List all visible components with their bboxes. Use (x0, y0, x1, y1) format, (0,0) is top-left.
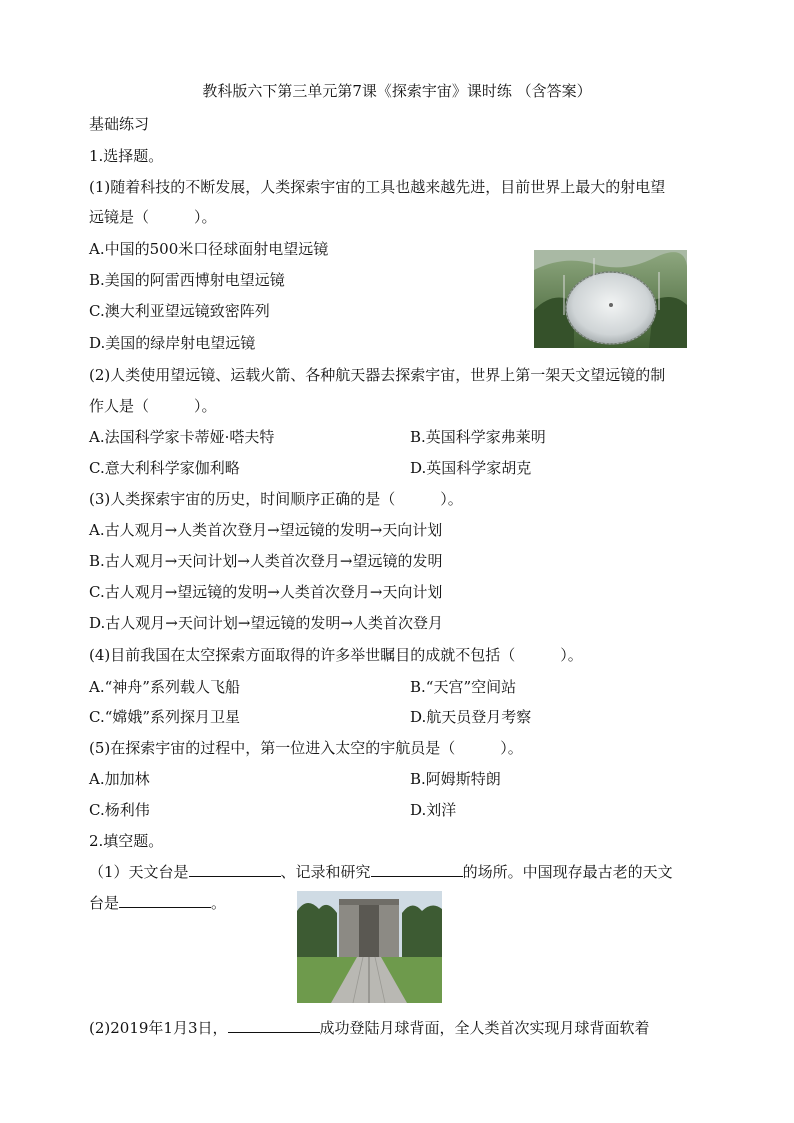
q2-2-line1 (89, 1018, 650, 1038)
q1-1-option-c: C.澳大利亚望远镜致密阵列 (89, 302, 270, 320)
q2-1-line2 (89, 893, 226, 913)
q1-2-option-b: B.英国科学家弗莱明 (410, 428, 546, 446)
q1-4-stem: (4)目前我国在太空探索方面取得的许多举世瞩目的成就不包括（ ）。 (89, 646, 583, 664)
q1-3-option-c: C.古人观月→望远镜的发明→人类首次登月→天向计划 (89, 583, 443, 601)
q2-1-text-2: 、记录和研究 (280, 863, 371, 881)
q1-4-option-c: C.“嫦娥”系列探月卫星 (89, 708, 241, 726)
q1-4-option-a: A.“神舟”系列载人飞船 (89, 678, 240, 696)
q2-1-text-1: （1）天文台是 (89, 863, 189, 881)
section-heading: 基础练习 (89, 115, 150, 133)
q2-1-line1 (89, 862, 673, 882)
page-title: 教科版六下第三单元第7课《探索宇宙》课时练 （含答案） (202, 82, 592, 100)
q1-2-option-a: A.法国科学家卡蒂娅·嗒夫特 (89, 428, 275, 446)
fast-telescope-photo (534, 250, 687, 348)
q2-2-text-2: 成功登陆月球背面，全人类首次实现月球背面软着 (319, 1019, 650, 1037)
fill-blank-3[interactable] (119, 893, 211, 908)
q1-2-option-c: C.意大利科学家伽利略 (89, 459, 240, 477)
q1-2-option-d: D.英国科学家胡克 (410, 459, 532, 477)
q1-1-stem-line2: 远镜是（ ）。 (89, 208, 217, 226)
q1-5-option-c: C.杨利伟 (89, 801, 150, 819)
fill-blank-4[interactable] (228, 1018, 320, 1033)
q1-4-option-b: B.“天宫”空间站 (410, 678, 517, 696)
q1-3-option-d: D.古人观月→天问计划→望远镜的发明→人类首次登月 (89, 614, 443, 632)
q2-1-text-4: 台是 (89, 894, 120, 912)
q1-1-option-a: A.中国的500米口径球面射电望远镜 (89, 240, 329, 258)
q1-5-option-d: D.刘洋 (410, 801, 457, 819)
q1-1-option-d: D.美国的绿岸射电望远镜 (89, 334, 256, 352)
q2-2-text-1: (2)2019年1月3日， (89, 1019, 228, 1037)
q1-2-stem-line2: 作人是（ ）。 (89, 397, 217, 415)
q1-5-stem: (5)在探索宇宙的过程中，第一位进入太空的宇航员是（ ）。 (89, 739, 523, 757)
q2-1-text-5: 。 (211, 894, 227, 912)
q1-3-option-a: A.古人观月→人类首次登月→望远镜的发明→天向计划 (89, 521, 443, 539)
q1-5-option-b: B.阿姆斯特朗 (410, 770, 501, 788)
fill-blank-2[interactable] (371, 862, 463, 877)
q1-2-stem-line1: (2)人类使用望远镜、运载火箭、各种航天器去探索宇宙，世界上第一架天文望远镜的制 (89, 366, 666, 384)
q1-4-option-d: D.航天员登月考察 (410, 708, 532, 726)
q1-3-option-b: B.古人观月→天问计划→人类首次登月→望远镜的发明 (89, 552, 443, 570)
fill-blank-1[interactable] (189, 862, 281, 877)
q1-1-option-b: B.美国的阿雷西博射电望远镜 (89, 271, 285, 289)
q2-1-text-3: 的场所。中国现存最古老的天文 (462, 863, 673, 881)
q1-heading: 1.选择题。 (89, 147, 164, 165)
q1-3-stem: (3)人类探索宇宙的历史，时间顺序正确的是（ ）。 (89, 490, 463, 508)
ancient-observatory-photo (297, 891, 442, 1003)
q1-1-stem-line1: (1)随着科技的不断发展，人类探索宇宙的工具也越来越先进，目前世界上最大的射电望 (89, 178, 666, 196)
q1-5-option-a: A.加加林 (89, 770, 150, 788)
q2-heading: 2.填空题。 (89, 832, 164, 850)
